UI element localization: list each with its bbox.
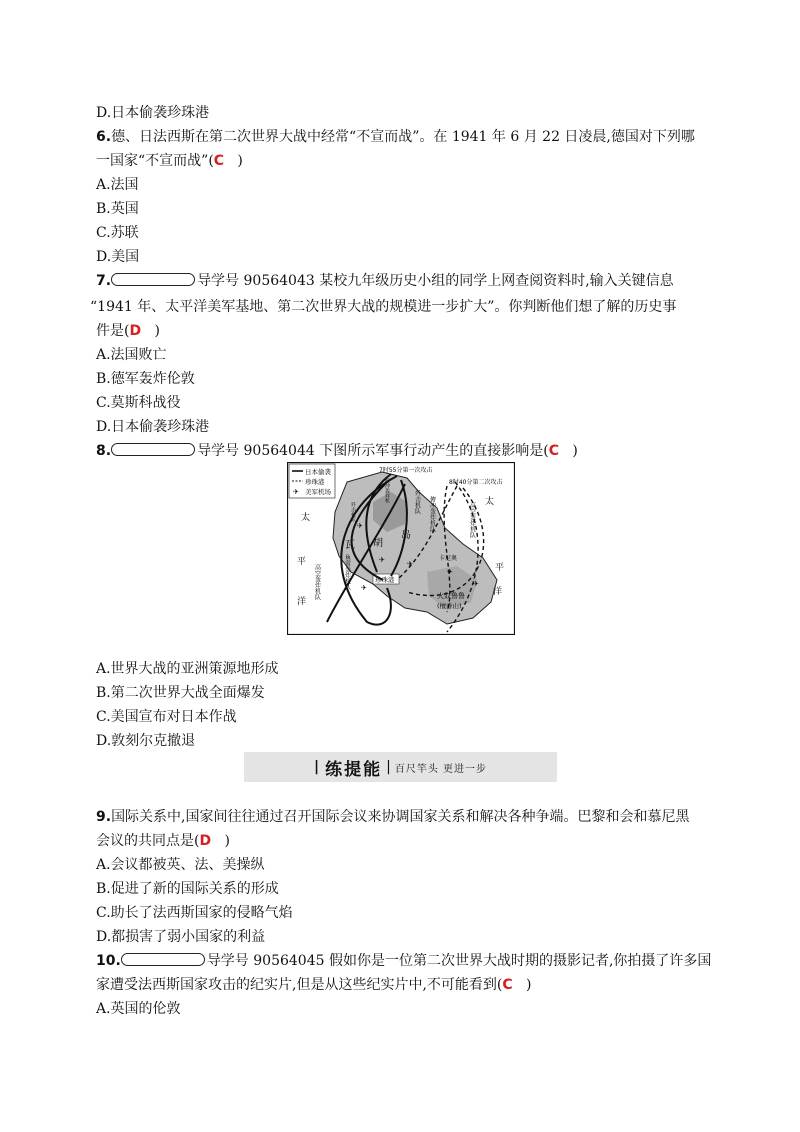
label-dao: 岛 [401,530,411,541]
ocean-yang-right: 洋 [493,587,503,597]
label-pearl-harbor: 珍珠港 [375,576,395,584]
q9-number: 9. [96,809,112,825]
q10-stem [96,951,711,971]
q8-answer: C [548,443,559,459]
label-honolulu: 火奴鲁鲁 [437,592,465,600]
q9-stem-line1: 国际关系中,国家间往往通过召开国际会议来协调国家关系和解决各种争端。巴黎和会和慕尼黑 [111,809,690,825]
q7-tag-pill [111,273,195,286]
q10-number: 10. [96,953,121,969]
q6-option-c: C.苏联 [96,225,139,241]
q7-stem [96,271,674,291]
q10-option-a: A.英国的伦敦 [96,1001,181,1017]
q6-stem-cont [96,151,243,171]
first-wave-label: 7时55分第一次攻击 [379,467,433,474]
airfield-icon: ✈ [379,556,385,564]
q10-stem-line1: 导学号 90564045 假如你是一位第二次世界大战时期的摄影记者,你拍摄了许多国 [206,953,712,969]
q10-tag-pill [121,953,205,966]
q7-close-paren: ) [154,323,160,339]
q8-option-d: D.敦刻尔克撤退 [96,733,196,749]
airfield-icon: ✈ [357,522,363,530]
q8-option-c: C.美国宣布对日本作战 [96,709,237,725]
airfield-icon: ✈ [473,580,479,588]
q9-stem-cont [96,831,230,851]
q5-option-d: D.日本偷袭珍珠港 [96,105,210,121]
q6-stem-line1: 德、日法西斯在第二次世界大战中经常“不宣而战”。在 1941 年 6 月 22 日凌晨,德国对下列哪 [111,129,695,145]
q7-option-d: D.日本偷袭珍珠港 [96,419,210,435]
legend-airfield-text: 美军机场 [305,488,331,496]
q9-option-d: D.都损害了弱小国家的利益 [96,929,266,945]
ocean-ping-left: 平 [297,557,307,567]
legend-harbor-text: 珍珠港 [305,478,325,486]
q9-option-b: B.促进了新的国际关系的形成 [96,881,279,897]
banner-bar: | [313,759,320,775]
q6-stem [96,127,695,147]
q7-stem-line3: 件是( [96,323,130,339]
label-honolulu-alt: (檀香山) [437,602,462,610]
q8-tag-pill [111,443,195,456]
q9-close-paren: ) [224,833,230,849]
label-fighters: 歼击机队 [413,490,421,514]
q8-option-b: B.第二次世界大战全面爆发 [96,685,265,701]
airfield-icon: ✈ [293,488,299,496]
label-hu: 胡 [373,538,383,549]
q6-number: 6. [96,129,112,145]
label-wa: 瓦 [345,540,355,551]
second-wave-label: 8时40分第二次攻击 [449,479,503,486]
banner-separator: | [386,759,391,775]
q9-stem-line2: 会议的共同点是( [96,833,200,849]
pearl-harbor-attack-map [287,462,515,635]
q8-close-paren: ) [572,443,578,459]
airfield-icon: ✈ [447,568,453,576]
ocean-tai-left: 太 [301,513,311,523]
q7-answer: D [129,323,142,339]
q6-option-a: A.法国 [96,177,139,193]
q6-option-b: B.英国 [96,201,139,217]
banner-subtitle: 百尺竿头 更进一步 [394,763,488,775]
airfield-icon: ✈ [407,560,413,568]
q9-answer: D [199,833,212,849]
label-high-bombers-2: 高空轰炸机队 [313,564,321,600]
q7-option-b: B.德军轰炸伦敦 [96,371,195,387]
q6-stem-line2: 一国家“不宣而战”( [96,153,214,169]
ocean-yang-left: 洋 [297,597,307,607]
q10-answer: C [502,977,513,993]
label-high-bombers: 高空轰炸机队 [468,502,476,538]
label-dive-top: 俯冲轰炸机 [384,478,390,503]
q8-option-a: A.世界大战的亚洲策源地形成 [96,661,279,677]
q10-stem-line2: 家遭受法西斯国家攻击的纪实片,但是从这些纪实片中,不可能看到( [96,977,503,993]
q9-stem [96,807,690,827]
q6-answer: C [213,153,225,169]
q7-stem-line1: 导学号 90564043 某校九年级历史小组的同学上网查阅资料时,输入关键信息 [197,273,674,289]
ocean-tai-right: 太 [485,497,495,507]
q6-close-paren: ) [237,153,243,169]
q6-option-d: D.美国 [96,249,140,265]
q10-close-paren: ) [526,977,532,993]
label-kaneohe: 卡尼奥 [439,555,458,562]
q7-stem-cont [96,321,160,341]
label-torpedo: 鱼雷轰炸机队 [343,554,351,590]
q8-stem-line1: 导学号 90564044 下图所示军事行动产生的直接影响是( [197,443,549,459]
q9-option-c: C.助长了法西斯国家的侵略气焰 [96,905,293,921]
q7-stem-line2: “1941 年、太平洋美军基地、第二次世界大战的规模进一步扩大”。你判断他们想了解的历史事 [90,299,677,315]
ocean-ping-right: 平 [495,563,505,573]
legend-attack-text: 日本偷袭 [305,468,331,476]
q9-option-a: A.会议都被英、法、美操纵 [96,857,265,873]
q7-option-a: A.法国败亡 [96,347,167,363]
q8-number: 8. [96,443,112,459]
q8-stem [96,441,578,461]
airfield-icon: ✈ [361,584,367,592]
banner-title: 练提能 [325,759,383,780]
label-fighter-group-top: 歼击机队 [350,502,356,522]
q10-stem-cont [96,975,531,995]
section-banner [244,752,557,782]
label-dive-bombers: 俯冲轰炸机队 [428,496,436,532]
q7-option-c: C.莫斯科战役 [96,395,181,411]
q7-number: 7. [96,273,112,289]
